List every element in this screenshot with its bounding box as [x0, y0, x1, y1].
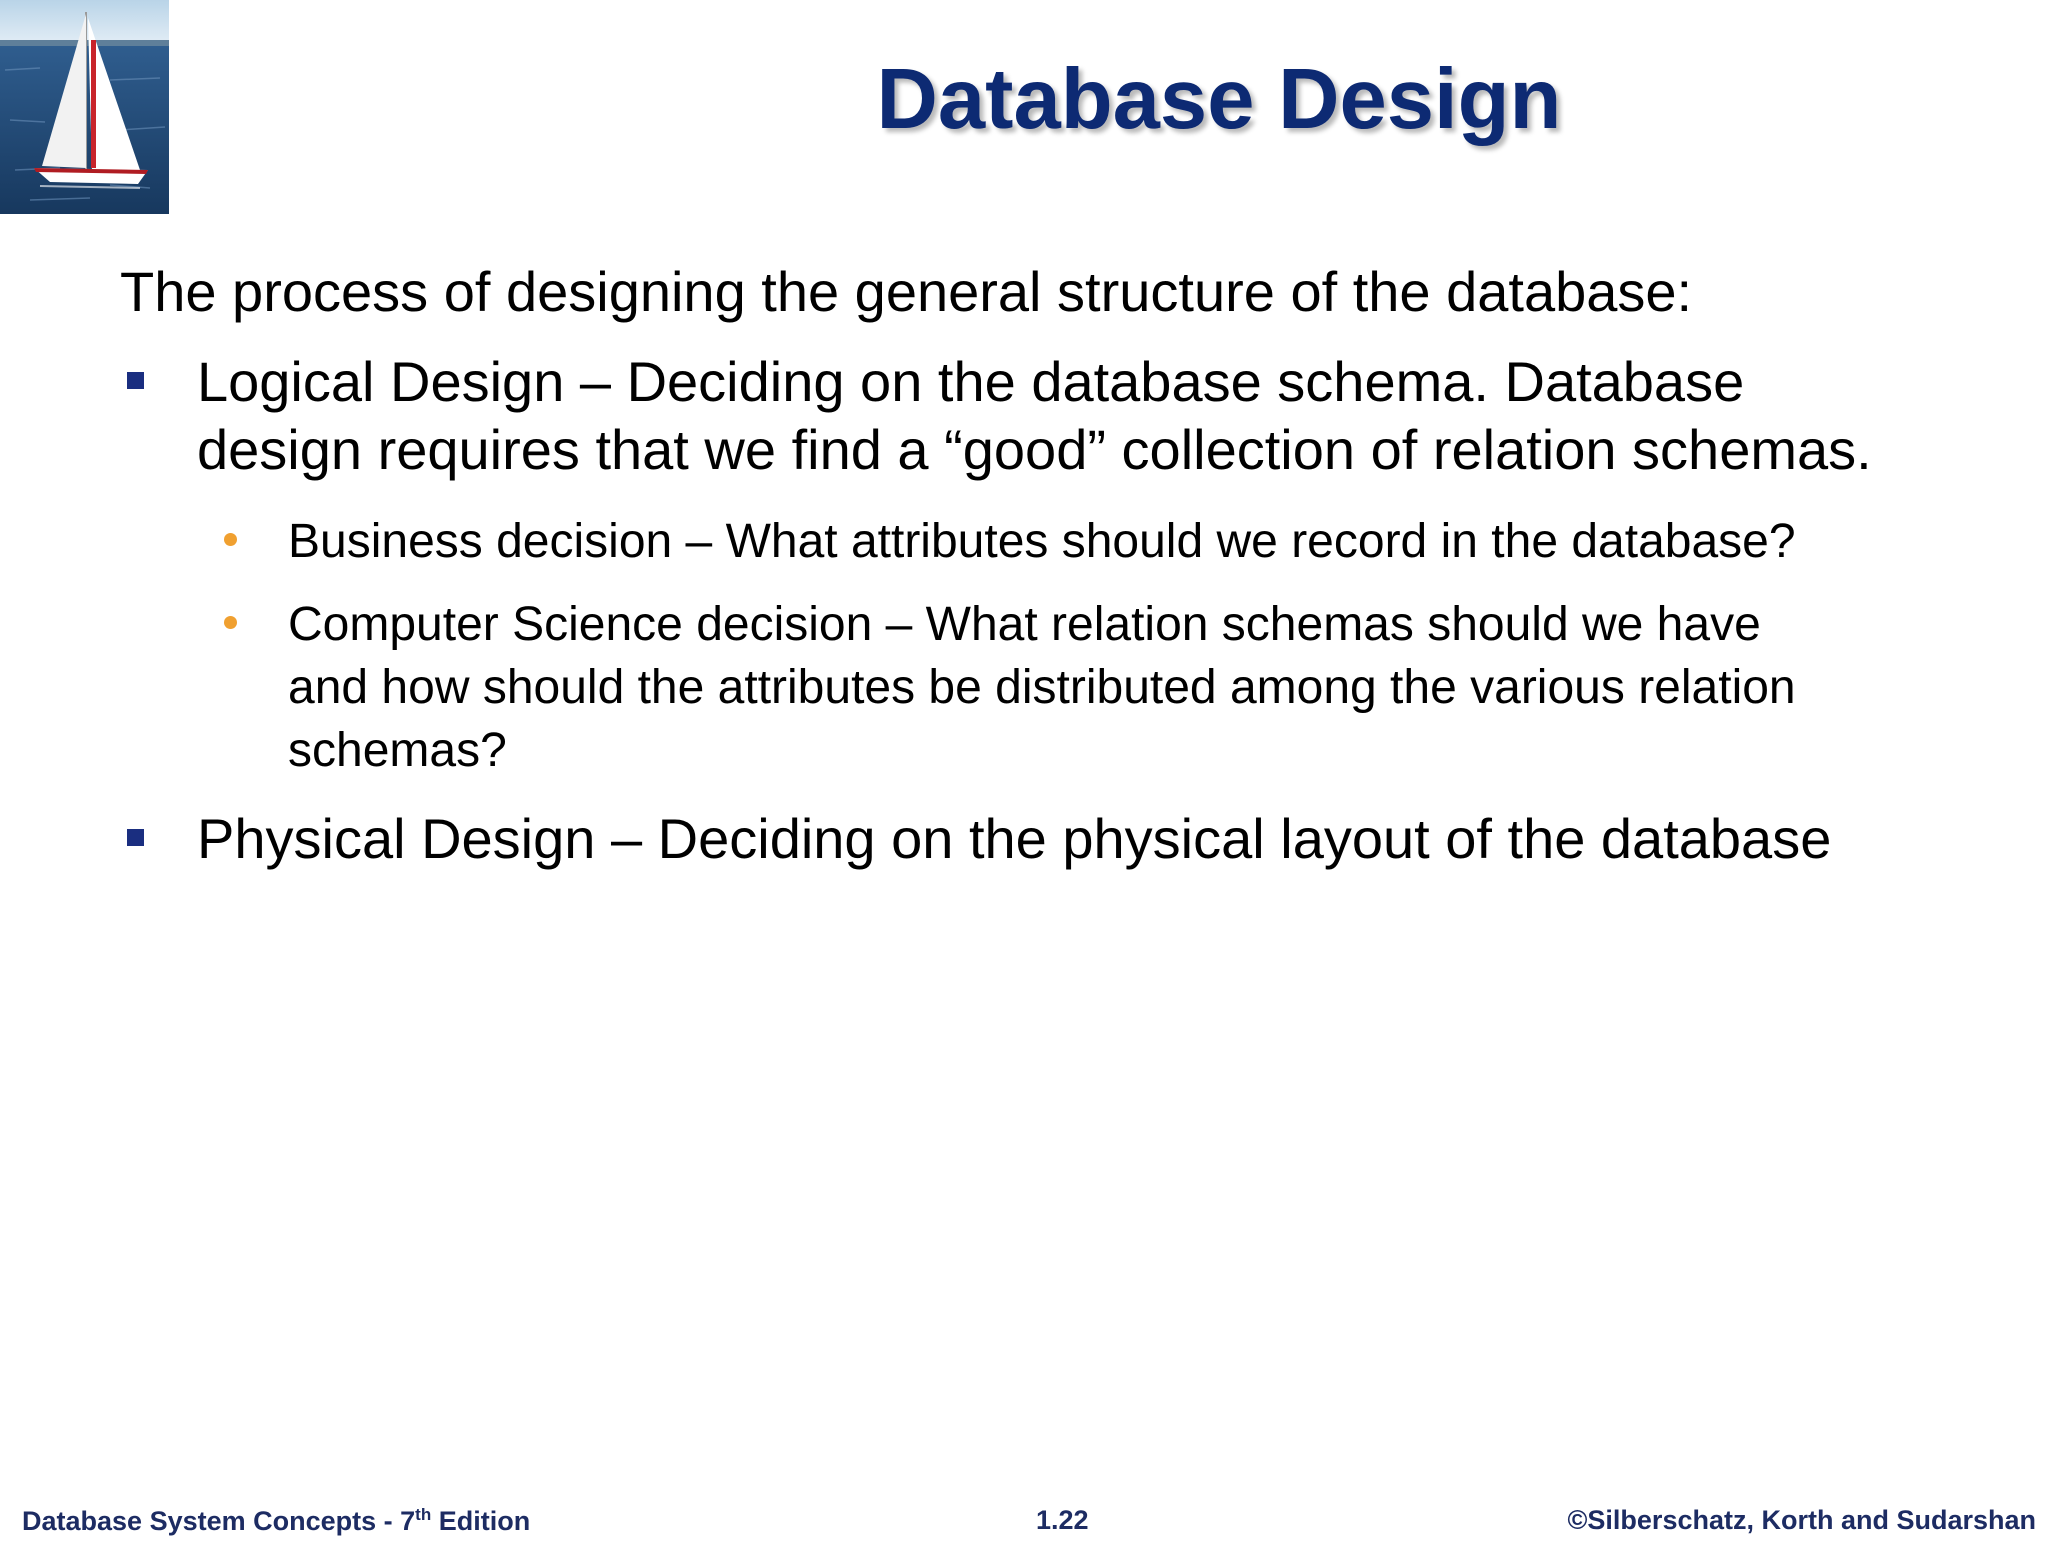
intro-text: The process of designing the general structure of the database:: [120, 260, 1693, 323]
footer-edition-superscript: th: [415, 1505, 432, 1524]
footer-page-number: 1.22: [1036, 1505, 1089, 1535]
round-bullet-icon: [224, 616, 237, 629]
round-bullet-icon: [224, 533, 237, 546]
slide-footer: [0, 1505, 2048, 1545]
footer-edition-word: Edition: [431, 1506, 531, 1536]
sub-bullet-text-line: Computer Science decision – What relation schemas should we have: [288, 598, 1761, 651]
square-bullet-icon: [127, 829, 144, 846]
slide-title: Database Design: [876, 52, 1562, 147]
square-bullet-icon: [127, 372, 144, 389]
sub-bullet-text-line: schemas?: [288, 724, 507, 777]
footer-book-title: [22, 1505, 530, 1537]
bullet-text-line: Logical Design – Deciding on the database schema. Database: [197, 350, 1745, 413]
bullet-text-line: design requires that we find a “good” collection of relation schemas.: [197, 418, 1872, 481]
bullet-text-line: Physical Design – Deciding on the physical layout of the database: [197, 807, 1832, 870]
footer-copyright: ©Silberschatz, Korth and Sudarshan: [1567, 1505, 2036, 1535]
sub-bullet-text-line: and how should the attributes be distributed among the various relation: [288, 661, 1796, 714]
footer-book-title-text: Database System Concepts - 7: [22, 1506, 416, 1536]
sub-bullet-text-line: Business decision – What attributes should we record in the database?: [288, 515, 1796, 568]
